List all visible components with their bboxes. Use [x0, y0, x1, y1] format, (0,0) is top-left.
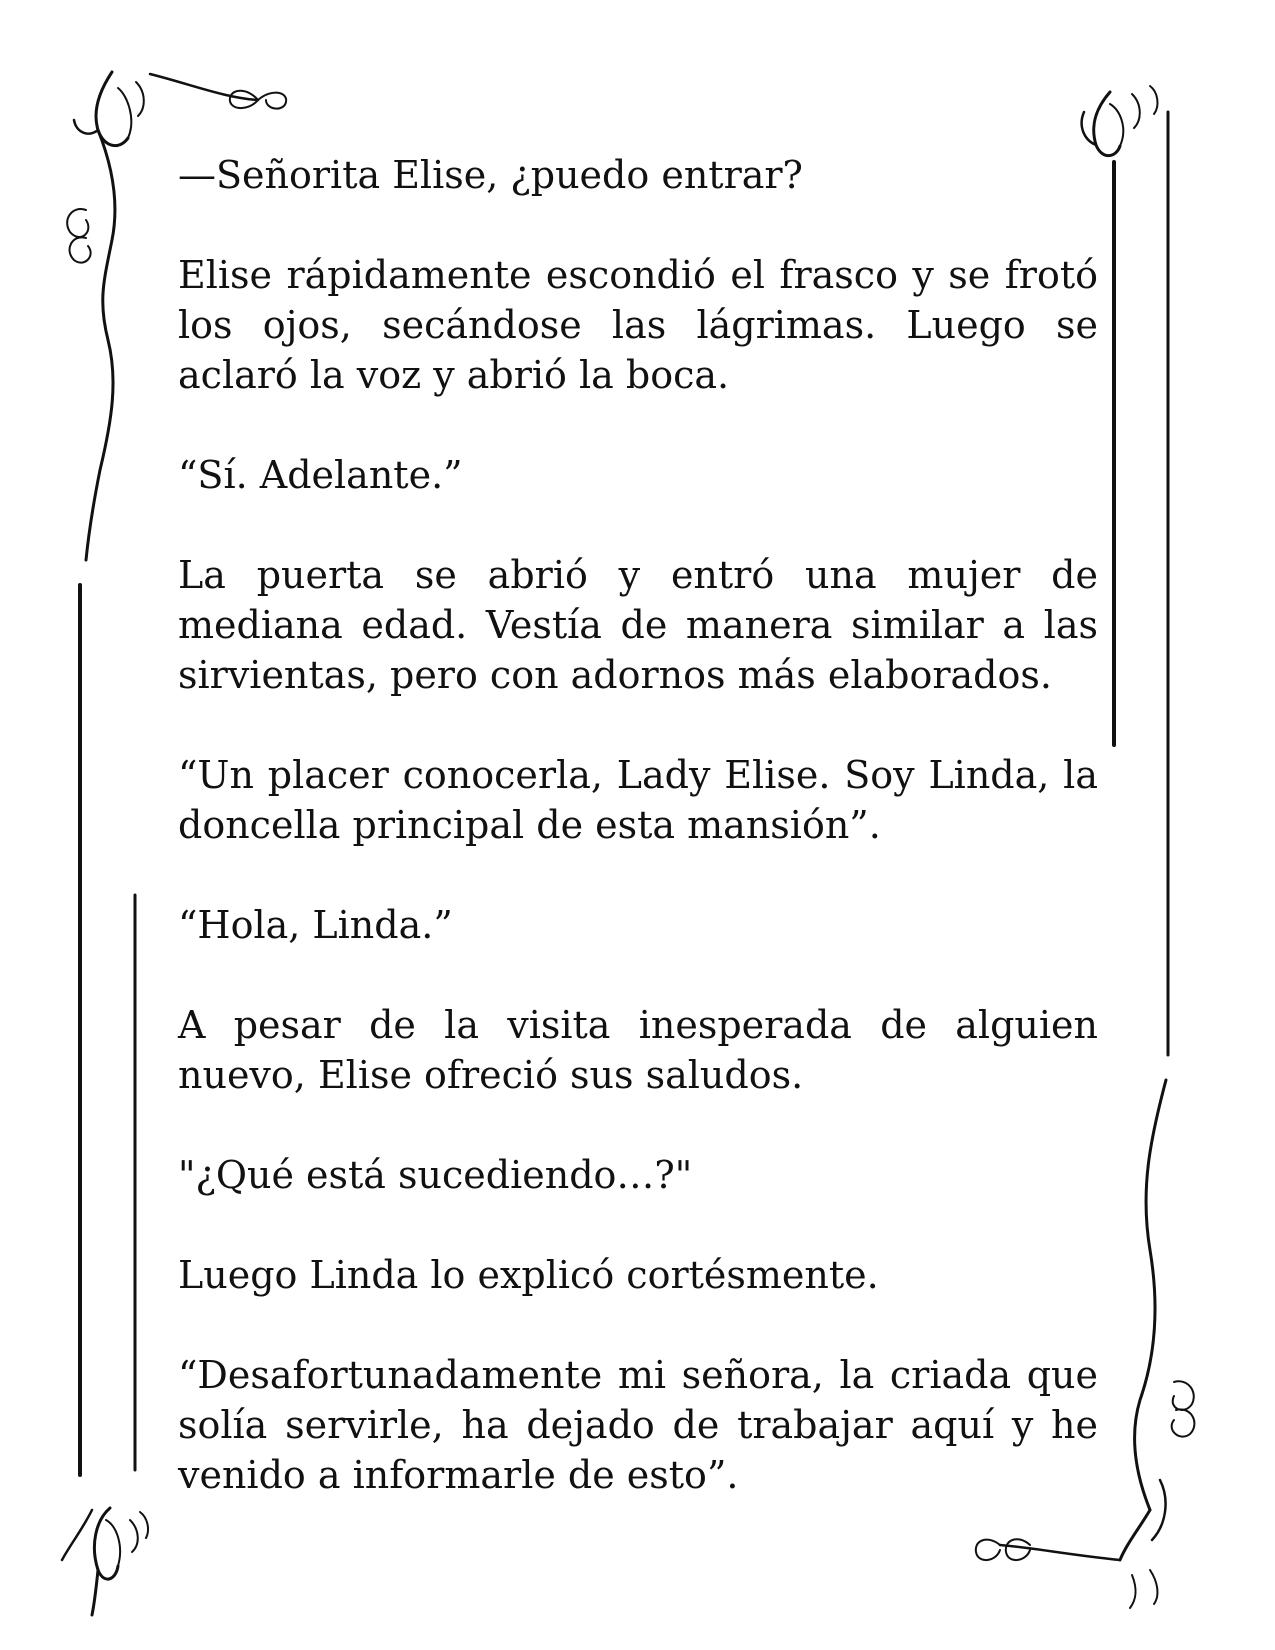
paragraph-elise-greets: A pesar de la visita inesperada de alguien nuevo, Elise ofreció sus saludos. [178, 1003, 1098, 1097]
paragraph-elise-hides-bottle: Elise rápidamente escondió el frasco y se frotó los ojos, secándose las lágrimas. Luego se aclaró la voz y abrió la boca. [178, 253, 1098, 397]
paragraph-linda-introduction: “Un placer conocerla, Lady Elise. Soy Linda, la doncella principal de esta mansión”. [178, 753, 1098, 847]
paragraph-dialogue-knock: —Señorita Elise, ¿puedo entrar? [178, 153, 803, 197]
paragraph-linda-explains: Luego Linda lo explicó cortésmente. [178, 1253, 879, 1297]
paragraph-dialogue-come-in: “Sí. Adelante.” [178, 453, 463, 497]
paragraph-maid-left: “Desafortunadamente mi señora, la criada que solía servirle, ha dejado de trabajar aquí y he venido a informarle de esto”. [178, 1353, 1098, 1497]
chapter-text [178, 150, 1098, 1500]
paragraph-dialogue-whats-happening: "¿Qué está sucediendo…?" [178, 1153, 693, 1197]
paragraph-dialogue-hello: “Hola, Linda.” [178, 903, 453, 947]
paragraph-woman-enters: La puerta se abrió y entró una mujer de mediana edad. Vestía de manera similar a las sirvientas, pero con adornos más elaborados. [178, 553, 1098, 697]
bottom-left-flourish-ornament [62, 1508, 148, 1615]
top-right-flourish-ornament [1082, 86, 1158, 156]
